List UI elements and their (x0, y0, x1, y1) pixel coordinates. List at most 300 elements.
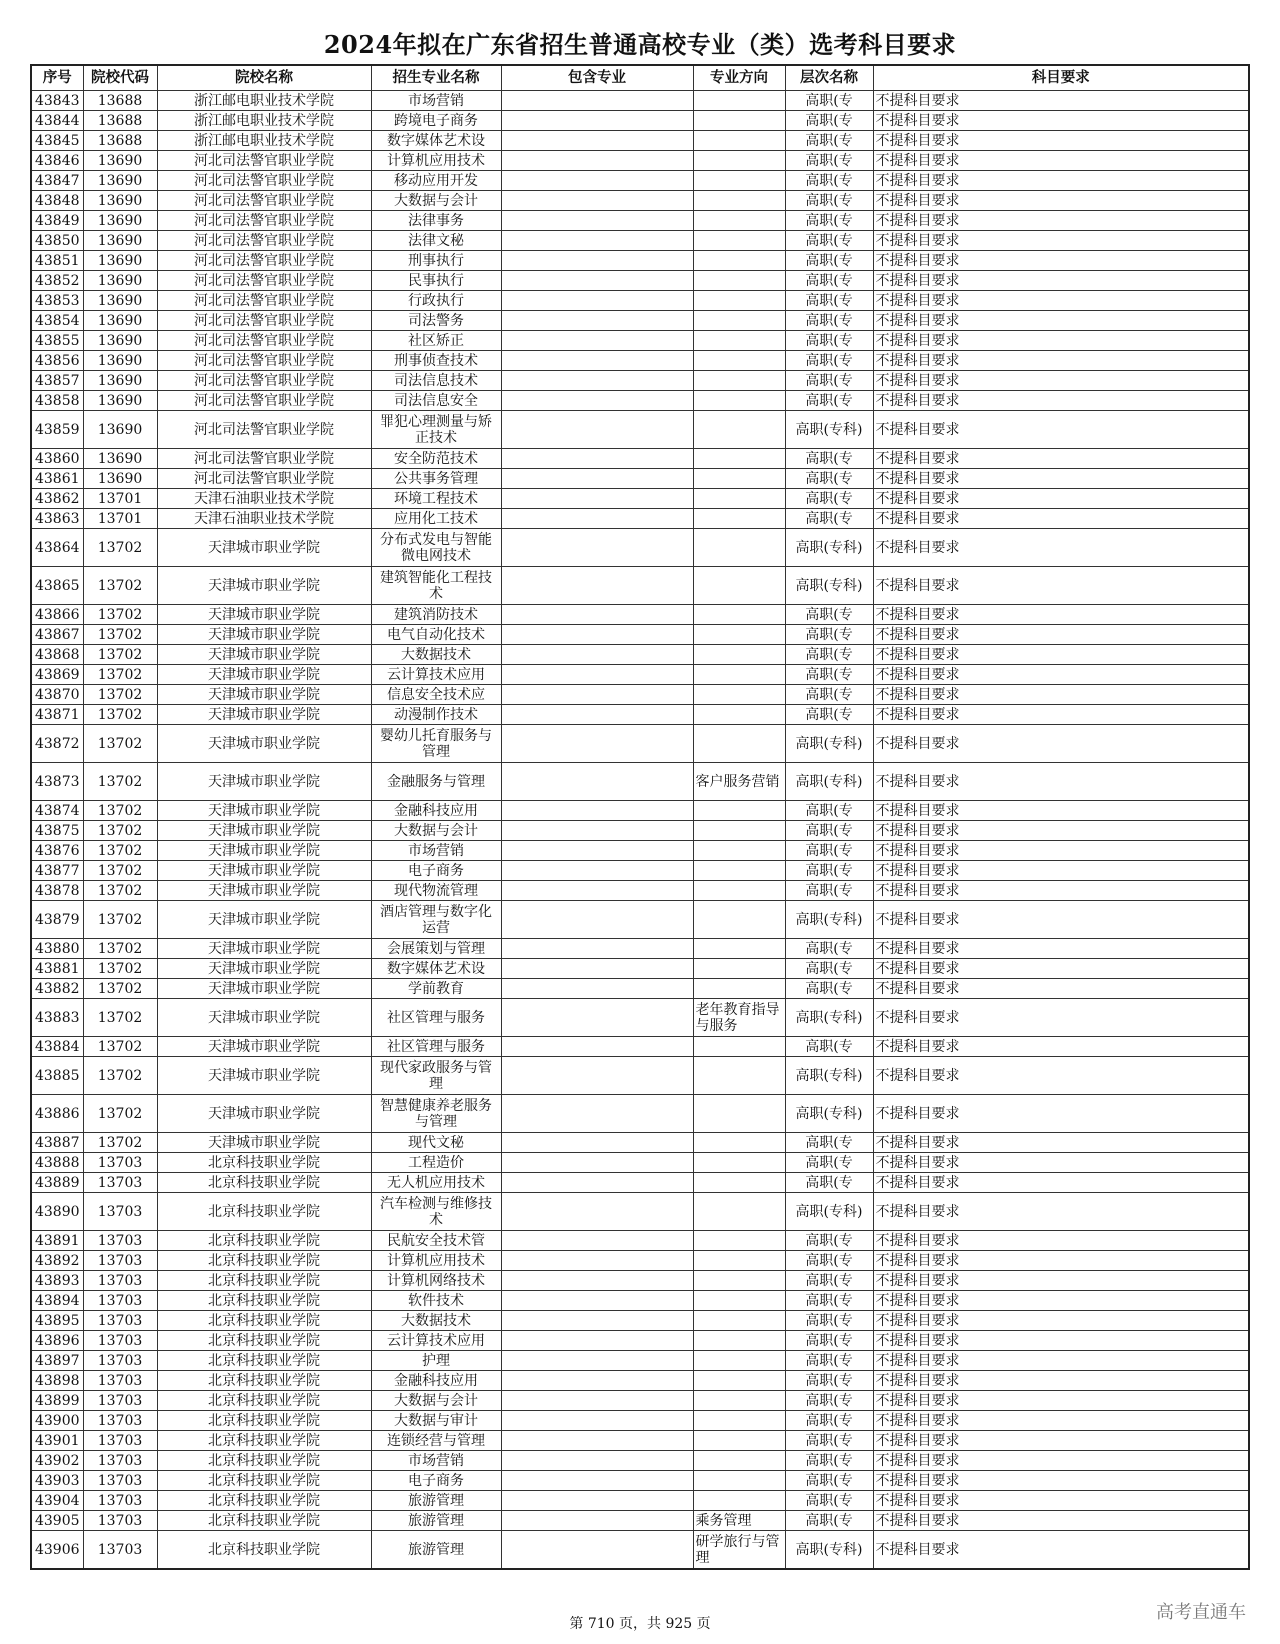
cell-included-majors (501, 605, 693, 625)
cell-subject-requirement: 不提科目要求 (873, 151, 1249, 171)
cell-level: 高职(专 (785, 1173, 873, 1193)
cell-school-name: 天津城市职业学院 (157, 999, 371, 1037)
table-row (31, 665, 1249, 685)
cell-school-name: 天津石油职业技术学院 (157, 489, 371, 509)
cell-major-name: 金融科技应用 (371, 1371, 501, 1391)
table-row (31, 1391, 1249, 1411)
cell-major-name: 公共事务管理 (371, 469, 501, 489)
cell-included-majors (501, 231, 693, 251)
cell-major-name: 市场营销 (371, 1451, 501, 1471)
cell-school-code: 13703 (83, 1251, 157, 1271)
cell-major-name: 大数据与会计 (371, 1391, 501, 1411)
cell-included-majors (501, 1231, 693, 1251)
cell-index: 43906 (31, 1531, 83, 1570)
cell-level: 高职(专 (785, 645, 873, 665)
cell-school-name: 河北司法警官职业学院 (157, 311, 371, 331)
cell-major-name: 云计算技术应用 (371, 1331, 501, 1351)
cell-included-majors (501, 1331, 693, 1351)
cell-subject-requirement: 不提科目要求 (873, 1511, 1249, 1531)
cell-included-majors (501, 1351, 693, 1371)
cell-school-code: 13702 (83, 979, 157, 999)
cell-level: 高职(专科) (785, 725, 873, 763)
cell-index: 43854 (31, 311, 83, 331)
cell-level: 高职(专 (785, 469, 873, 489)
header-school-name: 院校名称 (157, 65, 371, 91)
page-title: 2024年拟在广东省招生普通高校专业（类）选考科目要求 (323, 30, 957, 59)
cell-level: 高职(专 (785, 1331, 873, 1351)
cell-included-majors (501, 1431, 693, 1451)
cell-level: 高职(专 (785, 821, 873, 841)
cell-major-direction (693, 841, 785, 861)
cell-school-name: 北京科技职业学院 (157, 1193, 371, 1231)
cell-subject-requirement: 不提科目要求 (873, 665, 1249, 685)
cell-school-code: 13703 (83, 1391, 157, 1411)
cell-school-name: 北京科技职业学院 (157, 1251, 371, 1271)
cell-major-name: 云计算技术应用 (371, 665, 501, 685)
cell-school-code: 13702 (83, 939, 157, 959)
table-row (31, 171, 1249, 191)
cell-major-direction (693, 625, 785, 645)
table-row (31, 1271, 1249, 1291)
cell-subject-requirement: 不提科目要求 (873, 271, 1249, 291)
cell-level: 高职(专 (785, 291, 873, 311)
cell-major-name: 婴幼儿托育服务与管理 (371, 725, 501, 763)
table-body (31, 91, 1249, 1570)
cell-included-majors (501, 251, 693, 271)
cell-school-code: 13701 (83, 489, 157, 509)
cell-major-direction (693, 1331, 785, 1351)
cell-level: 高职(专 (785, 939, 873, 959)
cell-school-code: 13688 (83, 91, 157, 111)
table-row (31, 151, 1249, 171)
cell-included-majors (501, 1531, 693, 1570)
cell-level: 高职(专 (785, 171, 873, 191)
cell-level: 高职(专 (785, 391, 873, 411)
cell-major-name: 移动应用开发 (371, 171, 501, 191)
cell-subject-requirement: 不提科目要求 (873, 469, 1249, 489)
cell-subject-requirement: 不提科目要求 (873, 529, 1249, 567)
cell-major-direction (693, 1351, 785, 1371)
cell-level: 高职(专 (785, 151, 873, 171)
cell-major-name: 会展策划与管理 (371, 939, 501, 959)
cell-major-name: 电子商务 (371, 1471, 501, 1491)
header-included-majors: 包含专业 (501, 65, 693, 91)
cell-major-direction (693, 529, 785, 567)
cell-subject-requirement: 不提科目要求 (873, 211, 1249, 231)
cell-school-code: 13702 (83, 705, 157, 725)
cell-index: 43886 (31, 1095, 83, 1133)
cell-subject-requirement: 不提科目要求 (873, 1371, 1249, 1391)
cell-school-name: 北京科技职业学院 (157, 1173, 371, 1193)
cell-level: 高职(专 (785, 705, 873, 725)
cell-school-name: 天津城市职业学院 (157, 801, 371, 821)
cell-included-majors (501, 1291, 693, 1311)
cell-school-name: 河北司法警官职业学院 (157, 211, 371, 231)
cell-index: 43904 (31, 1491, 83, 1511)
cell-school-code: 13703 (83, 1451, 157, 1471)
cell-major-name: 环境工程技术 (371, 489, 501, 509)
cell-school-name: 北京科技职业学院 (157, 1511, 371, 1531)
cell-included-majors (501, 1133, 693, 1153)
cell-school-code: 13702 (83, 567, 157, 605)
cell-index: 43862 (31, 489, 83, 509)
table-row (31, 861, 1249, 881)
cell-major-name: 旅游管理 (371, 1531, 501, 1570)
cell-major-direction: 乘务管理 (693, 1511, 785, 1531)
cell-school-code: 13702 (83, 725, 157, 763)
cell-included-majors (501, 291, 693, 311)
cell-major-name: 数字媒体艺术设 (371, 959, 501, 979)
cell-school-code: 13688 (83, 111, 157, 131)
cell-major-name: 护理 (371, 1351, 501, 1371)
cell-major-direction (693, 1271, 785, 1291)
cell-school-name: 北京科技职业学院 (157, 1491, 371, 1511)
cell-index: 43870 (31, 685, 83, 705)
cell-index: 43875 (31, 821, 83, 841)
cell-school-name: 天津城市职业学院 (157, 979, 371, 999)
cell-school-code: 13703 (83, 1271, 157, 1291)
cell-level: 高职(专 (785, 801, 873, 821)
cell-subject-requirement: 不提科目要求 (873, 605, 1249, 625)
cell-school-name: 天津城市职业学院 (157, 901, 371, 939)
table-row (31, 685, 1249, 705)
cell-included-majors (501, 469, 693, 489)
cell-school-code: 13690 (83, 151, 157, 171)
cell-subject-requirement: 不提科目要求 (873, 391, 1249, 411)
table-row (31, 1411, 1249, 1431)
cell-index: 43901 (31, 1431, 83, 1451)
cell-index: 43866 (31, 605, 83, 625)
cell-major-direction (693, 469, 785, 489)
cell-major-name: 现代文秘 (371, 1133, 501, 1153)
cell-major-direction (693, 489, 785, 509)
cell-level: 高职(专 (785, 665, 873, 685)
cell-school-name: 河北司法警官职业学院 (157, 331, 371, 351)
cell-major-direction (693, 959, 785, 979)
cell-major-name: 电气自动化技术 (371, 625, 501, 645)
cell-school-code: 13703 (83, 1311, 157, 1331)
cell-index: 43896 (31, 1331, 83, 1351)
cell-school-name: 北京科技职业学院 (157, 1311, 371, 1331)
cell-level: 高职(专科) (785, 1095, 873, 1133)
table-row (31, 605, 1249, 625)
cell-school-name: 天津城市职业学院 (157, 665, 371, 685)
cell-index: 43860 (31, 449, 83, 469)
cell-major-name: 行政执行 (371, 291, 501, 311)
table-row (31, 1133, 1249, 1153)
cell-major-direction (693, 645, 785, 665)
cell-major-direction (693, 1291, 785, 1311)
cell-subject-requirement: 不提科目要求 (873, 191, 1249, 211)
cell-school-code: 13703 (83, 1531, 157, 1570)
cell-subject-requirement: 不提科目要求 (873, 725, 1249, 763)
cell-school-name: 浙江邮电职业技术学院 (157, 111, 371, 131)
cell-major-name: 计算机应用技术 (371, 1251, 501, 1271)
cell-major-direction (693, 1173, 785, 1193)
cell-included-majors (501, 271, 693, 291)
cell-level: 高职(专 (785, 1311, 873, 1331)
cell-school-code: 13702 (83, 685, 157, 705)
table-row (31, 509, 1249, 529)
cell-major-direction (693, 1231, 785, 1251)
cell-major-name: 刑事侦查技术 (371, 351, 501, 371)
cell-subject-requirement: 不提科目要求 (873, 1037, 1249, 1057)
cell-subject-requirement: 不提科目要求 (873, 371, 1249, 391)
cell-major-direction (693, 1311, 785, 1331)
cell-school-code: 13703 (83, 1173, 157, 1193)
cell-major-direction (693, 567, 785, 605)
cell-subject-requirement: 不提科目要求 (873, 251, 1249, 271)
cell-major-direction (693, 291, 785, 311)
cell-level: 高职(专 (785, 489, 873, 509)
cell-school-name: 河北司法警官职业学院 (157, 291, 371, 311)
cell-major-name: 民航安全技术管 (371, 1231, 501, 1251)
cell-major-direction (693, 979, 785, 999)
cell-major-direction (693, 1471, 785, 1491)
cell-level: 高职(专 (785, 131, 873, 151)
table-row (31, 1095, 1249, 1133)
table-row (31, 999, 1249, 1037)
cell-school-code: 13690 (83, 251, 157, 271)
cell-school-code: 13703 (83, 1371, 157, 1391)
cell-subject-requirement: 不提科目要求 (873, 959, 1249, 979)
cell-major-direction (693, 881, 785, 901)
cell-subject-requirement: 不提科目要求 (873, 1451, 1249, 1471)
cell-included-majors (501, 151, 693, 171)
cell-school-code: 13690 (83, 291, 157, 311)
cell-subject-requirement: 不提科目要求 (873, 861, 1249, 881)
cell-subject-requirement: 不提科目要求 (873, 901, 1249, 939)
cell-level: 高职(专 (785, 1291, 873, 1311)
cell-school-name: 河北司法警官职业学院 (157, 151, 371, 171)
cell-included-majors (501, 939, 693, 959)
cell-subject-requirement: 不提科目要求 (873, 111, 1249, 131)
cell-school-code: 13690 (83, 271, 157, 291)
watermark-text: 高考直通车 (1156, 1602, 1246, 1623)
cell-subject-requirement: 不提科目要求 (873, 821, 1249, 841)
cell-index: 43843 (31, 91, 83, 111)
cell-level: 高职(专 (785, 1271, 873, 1291)
table-row (31, 1057, 1249, 1095)
cell-school-code: 13702 (83, 999, 157, 1037)
cell-index: 43849 (31, 211, 83, 231)
cell-level: 高职(专 (785, 231, 873, 251)
cell-included-majors (501, 391, 693, 411)
cell-major-direction (693, 351, 785, 371)
cell-school-name: 天津城市职业学院 (157, 725, 371, 763)
cell-included-majors (501, 1411, 693, 1431)
cell-subject-requirement: 不提科目要求 (873, 939, 1249, 959)
cell-included-majors (501, 1057, 693, 1095)
cell-major-direction (693, 231, 785, 251)
cell-index: 43856 (31, 351, 83, 371)
cell-major-name: 大数据技术 (371, 645, 501, 665)
cell-index: 43880 (31, 939, 83, 959)
cell-major-direction (693, 111, 785, 131)
cell-school-name: 河北司法警官职业学院 (157, 251, 371, 271)
cell-subject-requirement: 不提科目要求 (873, 999, 1249, 1037)
cell-level: 高职(专 (785, 1451, 873, 1471)
cell-index: 43861 (31, 469, 83, 489)
cell-school-name: 天津城市职业学院 (157, 685, 371, 705)
cell-included-majors (501, 111, 693, 131)
cell-major-name: 大数据与会计 (371, 191, 501, 211)
cell-major-direction (693, 131, 785, 151)
cell-index: 43844 (31, 111, 83, 131)
cell-school-code: 13702 (83, 841, 157, 861)
cell-major-direction (693, 1451, 785, 1471)
cell-level: 高职(专 (785, 861, 873, 881)
cell-school-name: 河北司法警官职业学院 (157, 271, 371, 291)
header-level: 层次名称 (785, 65, 873, 91)
cell-level: 高职(专 (785, 111, 873, 131)
table-row (31, 979, 1249, 999)
cell-included-majors (501, 665, 693, 685)
cell-major-name: 大数据与审计 (371, 1411, 501, 1431)
cell-major-direction (693, 1133, 785, 1153)
cell-subject-requirement: 不提科目要求 (873, 1153, 1249, 1173)
cell-school-code: 13703 (83, 1431, 157, 1451)
cell-subject-requirement: 不提科目要求 (873, 231, 1249, 251)
cell-level: 高职(专 (785, 331, 873, 351)
cell-included-majors (501, 801, 693, 821)
table-row (31, 725, 1249, 763)
cell-school-code: 13690 (83, 171, 157, 191)
table-row (31, 1491, 1249, 1511)
cell-included-majors (501, 529, 693, 567)
cell-index: 43847 (31, 171, 83, 191)
table-row (31, 1471, 1249, 1491)
table-row (31, 567, 1249, 605)
cell-index: 43853 (31, 291, 83, 311)
cell-level: 高职(专科) (785, 1531, 873, 1570)
cell-included-majors (501, 1311, 693, 1331)
cell-major-name: 金融科技应用 (371, 801, 501, 821)
cell-major-name: 安全防范技术 (371, 449, 501, 469)
table-row (31, 111, 1249, 131)
cell-included-majors (501, 705, 693, 725)
cell-major-direction (693, 901, 785, 939)
cell-level: 高职(专科) (785, 1193, 873, 1231)
cell-major-name: 建筑智能化工程技术 (371, 567, 501, 605)
cell-major-name: 分布式发电与智能微电网技术 (371, 529, 501, 567)
cell-subject-requirement: 不提科目要求 (873, 1491, 1249, 1511)
cell-major-name: 市场营销 (371, 841, 501, 861)
table-row (31, 1291, 1249, 1311)
cell-included-majors (501, 1471, 693, 1491)
cell-included-majors (501, 1193, 693, 1231)
cell-index: 43850 (31, 231, 83, 251)
cell-level: 高职(专 (785, 959, 873, 979)
cell-school-code: 13690 (83, 311, 157, 331)
cell-school-code: 13690 (83, 351, 157, 371)
cell-major-direction: 研学旅行与管理 (693, 1531, 785, 1570)
cell-school-name: 河北司法警官职业学院 (157, 411, 371, 449)
cell-school-name: 河北司法警官职业学院 (157, 371, 371, 391)
cell-subject-requirement: 不提科目要求 (873, 291, 1249, 311)
cell-major-direction (693, 271, 785, 291)
cell-school-code: 13702 (83, 881, 157, 901)
table-row (31, 901, 1249, 939)
table-row (31, 331, 1249, 351)
requirements-table (30, 64, 1250, 1570)
cell-school-code: 13703 (83, 1331, 157, 1351)
cell-major-direction (693, 1193, 785, 1231)
cell-subject-requirement: 不提科目要求 (873, 1231, 1249, 1251)
cell-major-name: 建筑消防技术 (371, 605, 501, 625)
header-major-name: 招生专业名称 (371, 65, 501, 91)
cell-included-majors (501, 1153, 693, 1173)
cell-major-direction (693, 391, 785, 411)
cell-included-majors (501, 1371, 693, 1391)
cell-index: 43867 (31, 625, 83, 645)
cell-major-name: 酒店管理与数字化运营 (371, 901, 501, 939)
header-major-direction: 专业方向 (693, 65, 785, 91)
cell-subject-requirement: 不提科目要求 (873, 1351, 1249, 1371)
header-school-code: 院校代码 (83, 65, 157, 91)
cell-school-code: 13703 (83, 1231, 157, 1251)
cell-major-direction (693, 371, 785, 391)
page-footer: 第 710 页，共 925 页 (569, 1616, 711, 1632)
cell-subject-requirement: 不提科目要求 (873, 1271, 1249, 1291)
table-row (31, 91, 1249, 111)
cell-index: 43852 (31, 271, 83, 291)
cell-school-name: 天津城市职业学院 (157, 959, 371, 979)
cell-index: 43891 (31, 1231, 83, 1251)
cell-index: 43887 (31, 1133, 83, 1153)
cell-school-name: 天津城市职业学院 (157, 1057, 371, 1095)
table-row (31, 625, 1249, 645)
cell-included-majors (501, 861, 693, 881)
cell-school-code: 13690 (83, 371, 157, 391)
cell-index: 43851 (31, 251, 83, 271)
cell-index: 43857 (31, 371, 83, 391)
cell-school-code: 13703 (83, 1491, 157, 1511)
cell-subject-requirement: 不提科目要求 (873, 91, 1249, 111)
cell-school-name: 北京科技职业学院 (157, 1411, 371, 1431)
cell-index: 43864 (31, 529, 83, 567)
cell-level: 高职(专 (785, 91, 873, 111)
cell-major-direction (693, 1251, 785, 1271)
cell-subject-requirement: 不提科目要求 (873, 1311, 1249, 1331)
cell-school-name: 天津城市职业学院 (157, 881, 371, 901)
cell-major-name: 无人机应用技术 (371, 1173, 501, 1193)
cell-major-name: 罪犯心理测量与矫正技术 (371, 411, 501, 449)
cell-major-direction (693, 1153, 785, 1173)
cell-index: 43876 (31, 841, 83, 861)
cell-level: 高职(专 (785, 1153, 873, 1173)
cell-school-code: 13701 (83, 509, 157, 529)
cell-level: 高职(专 (785, 881, 873, 901)
cell-index: 43874 (31, 801, 83, 821)
table-row (31, 211, 1249, 231)
cell-major-name: 司法警务 (371, 311, 501, 331)
cell-school-code: 13703 (83, 1351, 157, 1371)
table-row (31, 1037, 1249, 1057)
table-row (31, 291, 1249, 311)
cell-major-name: 动漫制作技术 (371, 705, 501, 725)
cell-major-direction (693, 665, 785, 685)
cell-major-name: 民事执行 (371, 271, 501, 291)
cell-school-name: 北京科技职业学院 (157, 1331, 371, 1351)
cell-subject-requirement: 不提科目要求 (873, 1411, 1249, 1431)
cell-level: 高职(专科) (785, 763, 873, 801)
cell-level: 高职(专 (785, 1351, 873, 1371)
cell-included-majors (501, 821, 693, 841)
cell-subject-requirement: 不提科目要求 (873, 1193, 1249, 1231)
cell-major-direction (693, 311, 785, 331)
cell-school-code: 13703 (83, 1153, 157, 1173)
